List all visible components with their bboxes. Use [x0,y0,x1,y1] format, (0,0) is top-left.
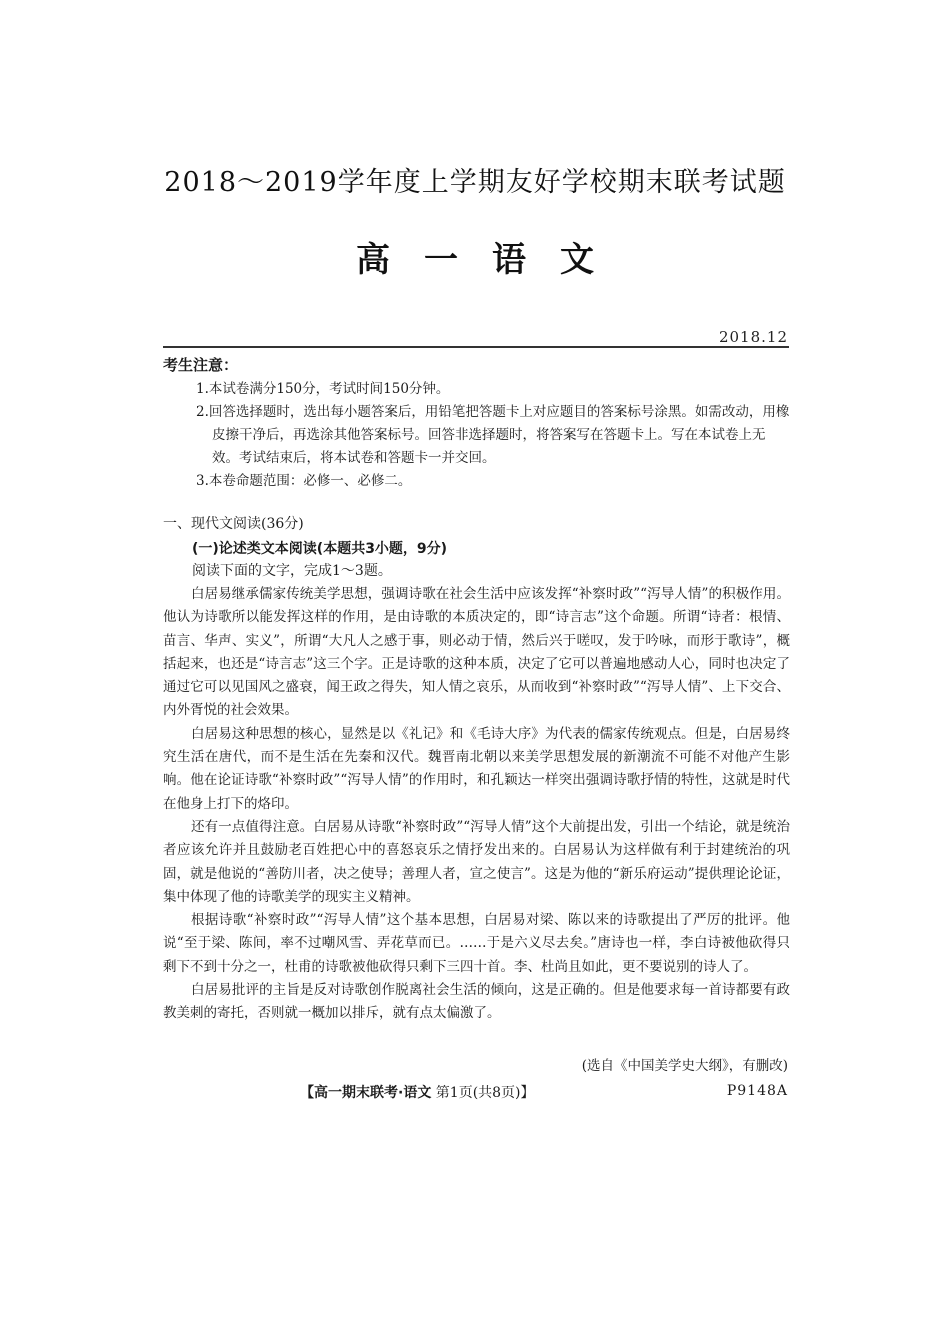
notice-list [196,378,791,493]
exam-date: 2018.12 [718,328,788,346]
notice-item: 2.回答选择题时，选出每小题答案后，用铅笔把答题卡上对应题目的答案标号涂黑。如需改动，用橡皮擦干净后，再选涂其他答案标号。回答非选择题时，将答案写在答题卡上。写在本试卷上无效。考试结束后，将本试卷和答题卡一并交回。 [196,404,790,466]
passage-paragraph: 白居易继承儒家传统美学思想，强调诗歌在社会生活中应该发挥“补察时政”“泻导人情”的积极作用。他认为诗歌所以能发挥这样的作用，是由诗歌的本质决定的，即“诗言志”这个命题。所谓“诗者：根情、苗言、华声、实义”，所谓“大凡人之感于事，则必动于情，然后兴于嗟叹，发于吟咏，而形于歌诗”，概括起来，也还是“诗言志”这三个字。正是诗歌的这种本质，决定了它可以普遍地感动人心，同时也决定了通过它可以见国风之盛衰，闻王政之得失，知人情之哀乐，从而收到“补察时政”“泻导人情”、上下交合、内外胥悦的社会效果。 [163,586,790,719]
passage-paragraph: 白居易批评的主旨是反对诗歌创作脱离社会生活的倾向，这是正确的。但是他要求每一首诗都要有政教美刺的寄托，否则就一概加以排斥，就有点太偏激了。 [163,982,790,1022]
paper-code: P9148A [726,1083,788,1099]
notice-item: 3.本卷命题范围：必修一、必修二。 [196,473,412,489]
footer-label: 【高一期末联考·语文 [300,1085,432,1101]
subject-title: 高一语文 [356,240,628,280]
passage-paragraph: 白居易这种思想的核心，显然是以《礼记》和《毛诗大序》为代表的儒家传统观点。但是，白居易终究生活在唐代，而不是生活在先秦和汉代。魏晋南北朝以来美学思想发展的新潮流不可能不对他产生影响。他在论证诗歌“补察时政”“泻导人情”的作用时，和孔颖达一样突出强调诗歌抒情的特性，这就是时代在他身上打下的烙印。 [163,725,790,812]
reading-passage [163,583,790,1026]
page-footer [300,1082,535,1102]
section-heading: 一、现代文阅读(36分) [163,516,304,532]
reading-instruction: 阅读下面的文字，完成1～3题。 [192,563,392,579]
exam-title: 2018～2019学年度上学期友好学校期末联考试题 [164,167,786,198]
passage-source: (选自《中国美学史大纲》，有删改) [581,1058,788,1074]
passage-paragraph: 根据诗歌“补察时政”“泻导人情”这个基本思想，白居易对梁、陈以来的诗歌提出了严厉的批评。他说“至于梁、陈间，率不过嘲风雪、弄花草而已。……于是六义尽去矣。”唐诗也一样，李白诗被他砍得只剩下不到十分之一，杜甫的诗歌被他砍得只剩下三四十首。李、杜尚且如此，更不要说别的诗人了。 [163,912,790,975]
notice-item: 1.本试卷满分150分，考试时间150分钟。 [196,381,450,397]
passage-paragraph: 还有一点值得注意。白居易从诗歌“补察时政”“泻导人情”这个大前提出发，引出一个结论，就是统治者应该允许并且鼓励老百姓把心中的喜怒哀乐之情抒发出来的。白居易认为这样做有利于封建统治的巩固，就是他说的“善防川者，决之使导；善理人者，宣之使言”。这是为他的“新乐府运动”提供理论论证，集中体现了他的诗歌美学的现实主义精神。 [163,818,790,905]
notice-heading: 考生注意： [163,356,239,374]
footer-page-number: 第1页(共8页)】 [435,1085,535,1101]
header-rule [163,346,789,348]
sub-heading: (一)论述类文本阅读(本题共3小题，9分) [192,541,448,557]
